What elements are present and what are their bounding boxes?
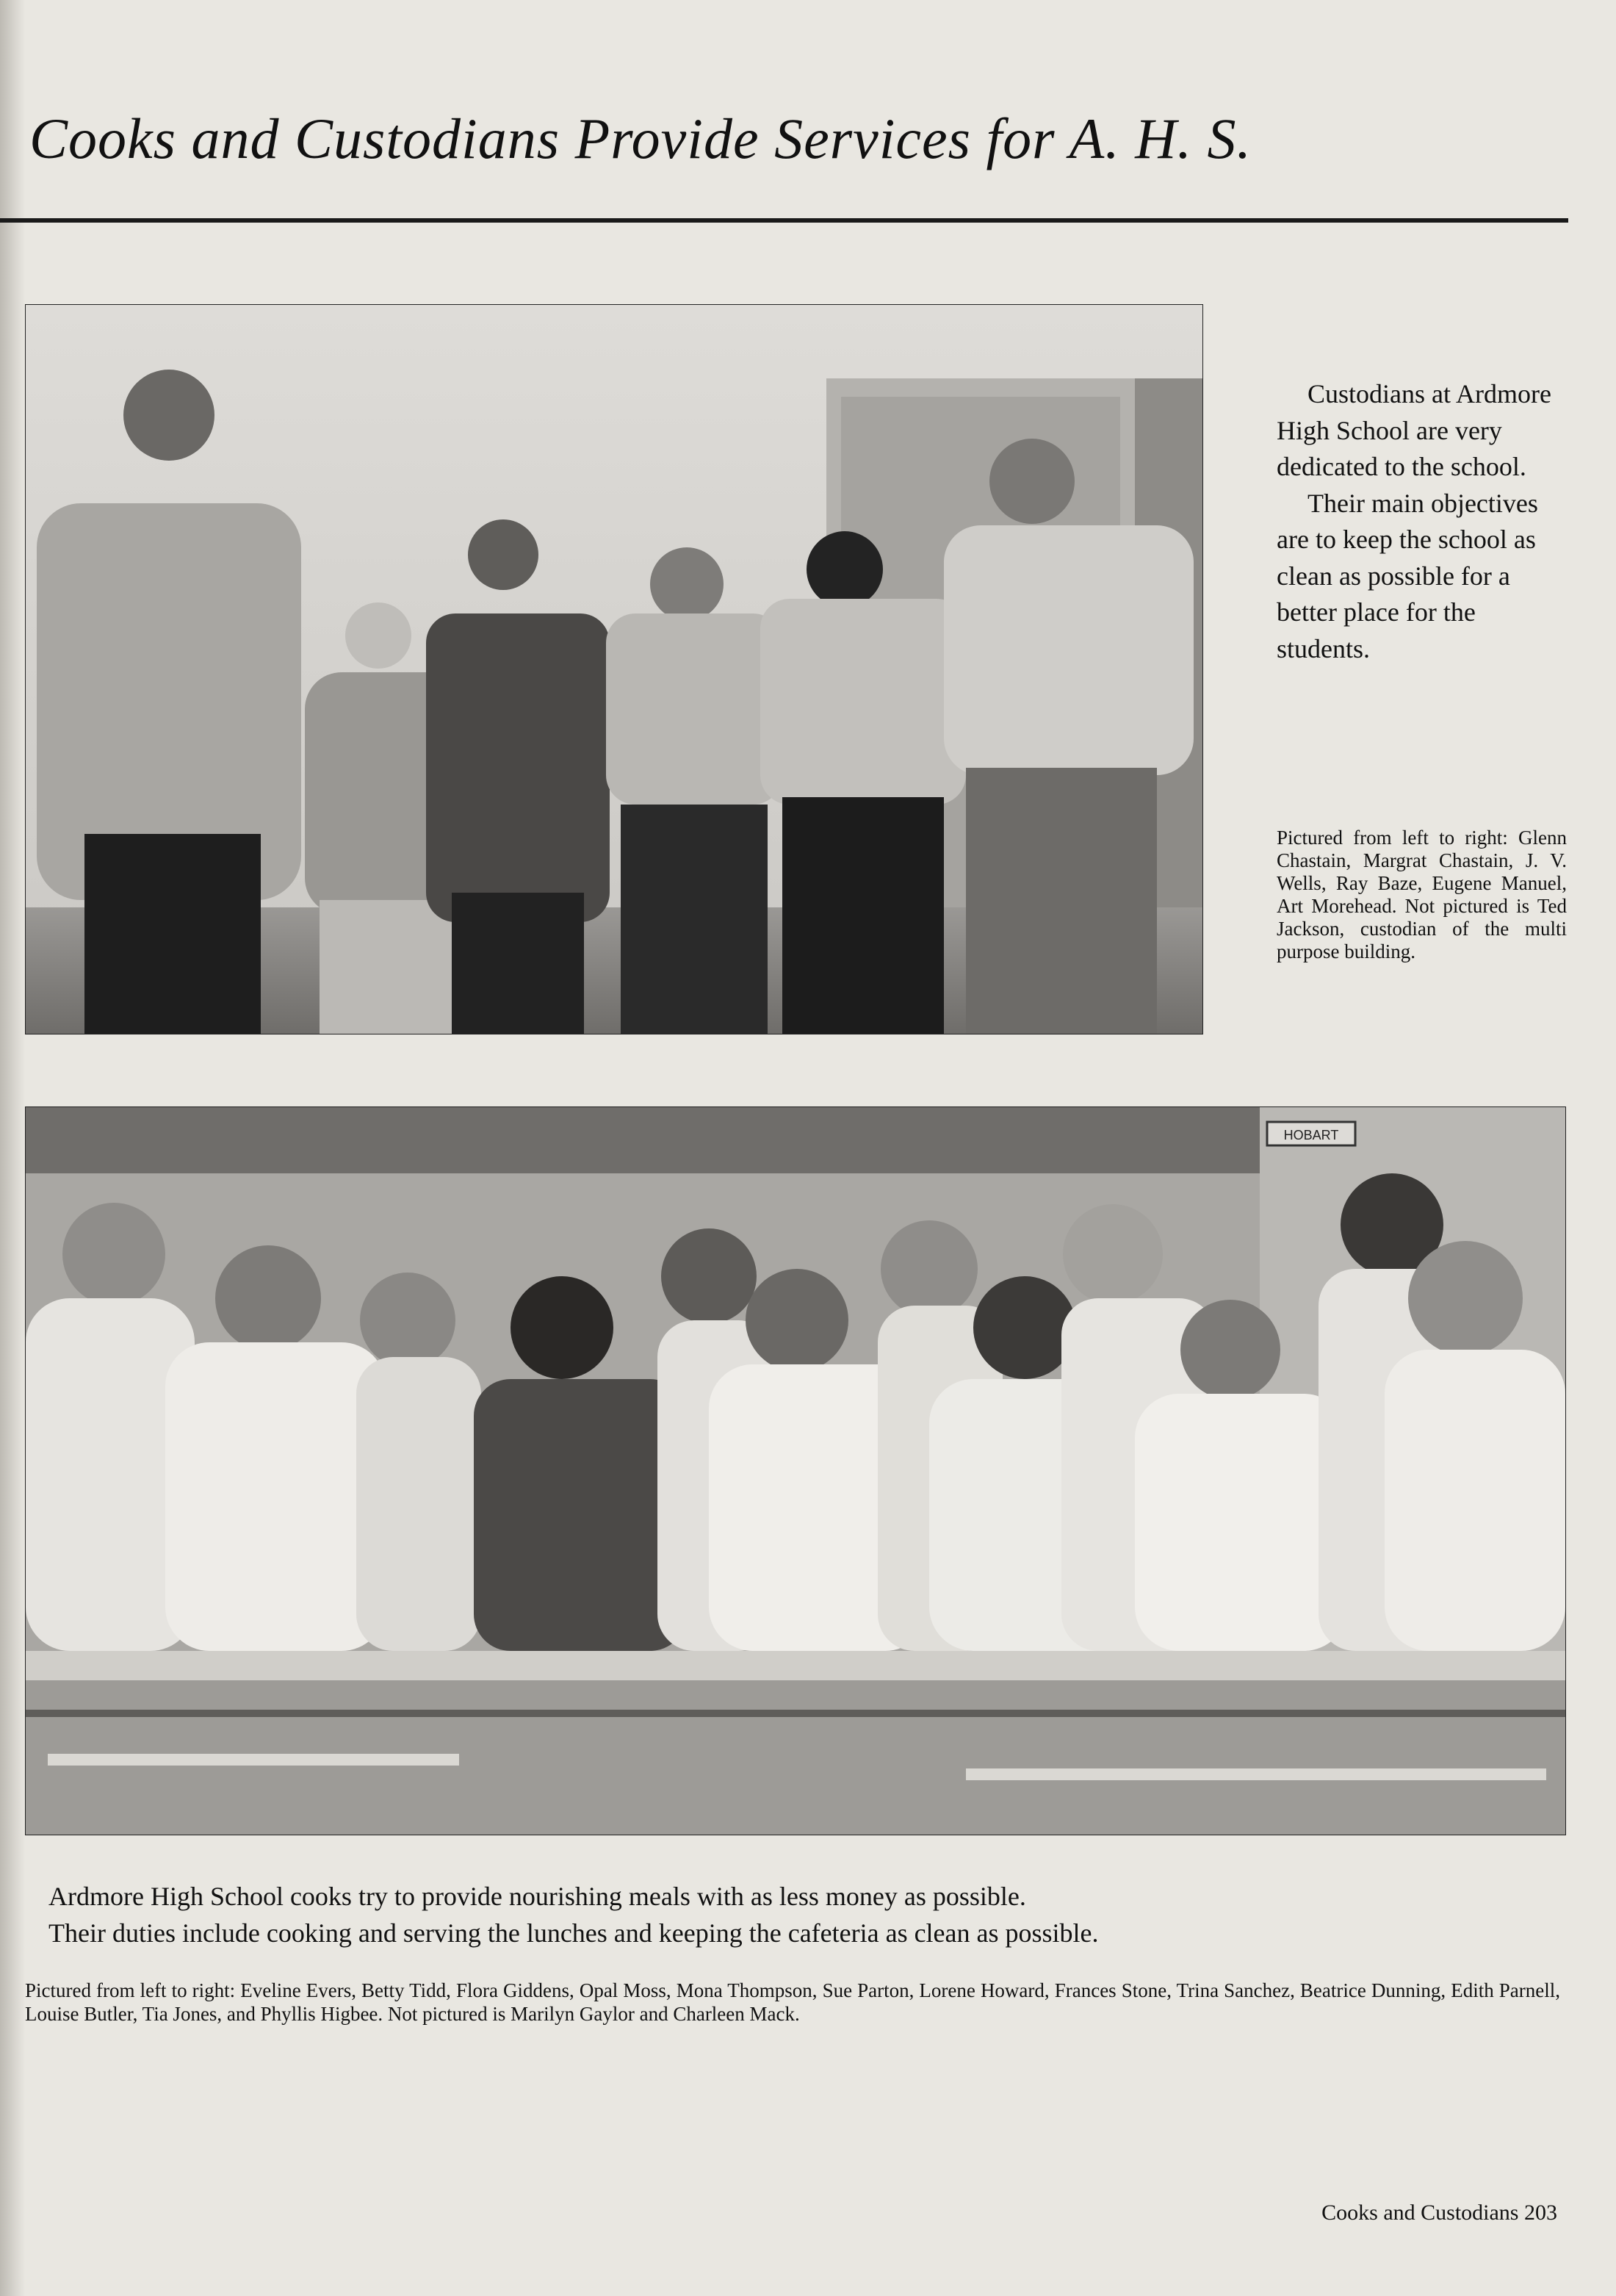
- hobart-label: HOBART: [1283, 1128, 1339, 1142]
- custodians-caption: Pictured from left to right: Glenn Chastain, Margrat Chastain, J. V. Wells, Ray Baze, Eugene Manuel, Art Morehead. Not pictured is Ted Jackson, custodian of the multi purpose building.: [1277, 827, 1567, 962]
- cooks-paragraph-2: Their duties include cooking and serving the lunches and keeping the cafeteria as clean as possible.: [48, 1918, 1099, 1948]
- custodians-photo-graphic: [26, 305, 1202, 1034]
- cooks-caption: Pictured from left to right: Eveline Evers, Betty Tidd, Flora Giddens, Opal Moss, Mona Thompson, Sue Parton, Lorene Howard, Frances Stone, Trina Sanchez, Beatrice Dunning, Edith Parnell, Louise Butler, Tia Jones, and Phyllis Higbee. Not pictured is Marilyn Gaylor and Charleen Mack.: [25, 1979, 1560, 2025]
- cooks-photo-graphic: [26, 1107, 1565, 1835]
- title-rule: [0, 218, 1568, 223]
- cooks-description: [48, 1878, 1547, 1951]
- page-gutter-shadow: [0, 0, 25, 2296]
- custodians-paragraph-1: Custodians at Ardmore High School are very dedicated to the school.: [1277, 379, 1551, 481]
- page-footer: Cooks and Custodians 203: [1321, 2200, 1557, 2225]
- cooks-photo: [25, 1106, 1566, 1835]
- custodians-photo: [25, 304, 1203, 1034]
- custodians-paragraph-2: Their main objectives are to keep the school as clean as possible for a better place for the students.: [1277, 488, 1538, 663]
- custodians-description: [1277, 376, 1556, 667]
- page-title: Cooks and Custodians Provide Services for A. H. S.: [29, 107, 1252, 170]
- cooks-paragraph-1: Ardmore High School cooks try to provide nourishing meals with as less money as possible.: [48, 1882, 1026, 1911]
